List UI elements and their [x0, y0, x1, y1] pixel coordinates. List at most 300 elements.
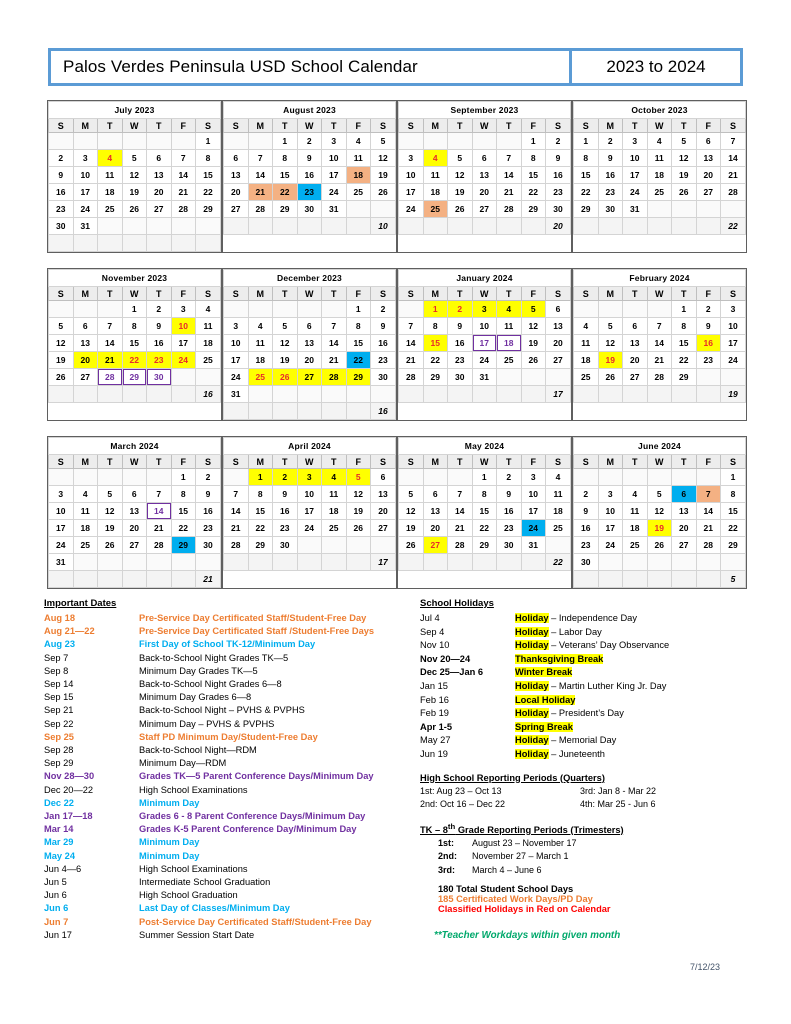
day-cell-9: 9: [574, 503, 599, 520]
footer-spacer-cell: [346, 403, 371, 420]
month-title: February 2024: [574, 270, 746, 287]
month-title: June 2024: [574, 438, 746, 455]
tk8-trimester-label: 1st:: [438, 837, 455, 848]
day-cell-14: 14: [171, 167, 196, 184]
day-cell-13: 13: [546, 318, 571, 335]
school-holidays-heading: School Holidays: [420, 598, 494, 609]
empty-day-cell: [122, 133, 147, 150]
dow-header-2: T: [98, 455, 123, 469]
day-cell-15: 15: [346, 335, 371, 352]
dow-header-1: M: [598, 287, 623, 301]
important-date-description: Intermediate School Graduation: [139, 877, 271, 888]
day-cell-3: 3: [322, 133, 347, 150]
day-cell-20: 20: [623, 352, 648, 369]
day-cell-28: 28: [98, 369, 123, 386]
calendar-grid: [47, 100, 747, 604]
day-cell-4: 4: [98, 150, 123, 167]
important-date-row: [44, 916, 419, 929]
day-cell-11: 11: [196, 318, 221, 335]
day-cell-30: 30: [448, 369, 473, 386]
day-cell-20: 20: [297, 352, 322, 369]
important-date-label: Dec 20—22: [44, 784, 94, 795]
day-cell-16: 16: [196, 503, 221, 520]
day-cell-1: 1: [521, 133, 546, 150]
footer-spacer-cell: [399, 386, 424, 403]
empty-day-cell: [122, 218, 147, 235]
day-cell-21: 21: [171, 184, 196, 201]
empty-day-cell: [497, 369, 522, 386]
empty-day-cell: [623, 469, 648, 486]
day-cell-11: 11: [248, 335, 273, 352]
empty-day-cell: [546, 369, 571, 386]
day-cell-7: 7: [399, 318, 424, 335]
tk8-trimester-label: 3rd:: [438, 864, 456, 875]
day-cell-20: 20: [122, 520, 147, 537]
holiday-date-label: Dec 25—Jan 6: [420, 667, 484, 678]
day-cell-6: 6: [297, 318, 322, 335]
important-date-label: Jun 7: [44, 916, 69, 927]
footer-spacer-cell: [49, 235, 74, 252]
footer-spacer-cell: [273, 554, 298, 571]
month-workday-count: 22: [546, 554, 571, 571]
day-cell-31: 31: [73, 218, 98, 235]
empty-day-cell: [721, 554, 746, 571]
day-cell-6: 6: [371, 469, 396, 486]
day-cell-21: 21: [98, 352, 123, 369]
important-date-label: Jun 5: [44, 877, 67, 888]
day-cell-11: 11: [574, 335, 599, 352]
empty-day-cell: [497, 133, 522, 150]
empty-day-cell: [598, 301, 623, 318]
day-cell-17: 17: [623, 167, 648, 184]
day-cell-30: 30: [574, 554, 599, 571]
day-cell-4: 4: [73, 486, 98, 503]
day-cell-25: 25: [423, 201, 448, 218]
day-cell-7: 7: [147, 486, 172, 503]
footer-spacer-cell: [322, 218, 347, 235]
month-may-2024: [397, 436, 572, 589]
day-cell-4: 4: [423, 150, 448, 167]
day-cell-9: 9: [297, 150, 322, 167]
day-cell-11: 11: [98, 167, 123, 184]
day-cell-2: 2: [546, 133, 571, 150]
dow-header-5: F: [171, 119, 196, 133]
footer-spacer-cell: [497, 554, 522, 571]
empty-day-cell: [696, 369, 721, 386]
dow-header-5: F: [346, 287, 371, 301]
dow-header-5: F: [346, 455, 371, 469]
empty-day-cell: [322, 386, 347, 403]
day-cell-14: 14: [448, 503, 473, 520]
dow-header-0: S: [224, 287, 249, 301]
day-cell-13: 13: [297, 335, 322, 352]
hs-reporting-row: [420, 798, 765, 811]
dow-header-5: F: [521, 119, 546, 133]
important-date-row: [44, 889, 419, 902]
footer-spacer-cell: [623, 571, 648, 588]
tk8-trimester-row: [420, 864, 765, 878]
day-cell-13: 13: [696, 150, 721, 167]
day-cell-26: 26: [122, 201, 147, 218]
dow-header-3: W: [297, 287, 322, 301]
day-cell-17: 17: [171, 335, 196, 352]
month-march-2024: [47, 436, 222, 589]
footer-spacer-cell: [598, 571, 623, 588]
day-cell-14: 14: [98, 335, 123, 352]
dow-header-1: M: [73, 455, 98, 469]
day-cell-18: 18: [346, 167, 371, 184]
school-holiday-row: [420, 680, 765, 694]
day-cell-6: 6: [672, 486, 697, 503]
important-date-label: Sep 8: [44, 665, 69, 676]
dow-header-6: S: [196, 119, 221, 133]
day-cell-13: 13: [623, 335, 648, 352]
day-cell-16: 16: [574, 520, 599, 537]
month-title: August 2023: [224, 102, 396, 119]
day-cell-14: 14: [248, 167, 273, 184]
footer-spacer-cell: [297, 554, 322, 571]
holiday-date-label: May 27: [420, 735, 451, 746]
day-cell-5: 5: [598, 318, 623, 335]
tk8-trimester-range: March 4 – June 6: [472, 864, 542, 875]
day-cell-1: 1: [472, 469, 497, 486]
empty-day-cell: [147, 218, 172, 235]
month-row-1: [47, 100, 747, 253]
day-cell-24: 24: [521, 520, 546, 537]
day-cell-15: 15: [122, 335, 147, 352]
day-cell-24: 24: [623, 184, 648, 201]
day-cell-24: 24: [73, 201, 98, 218]
day-cell-23: 23: [49, 201, 74, 218]
dow-header-1: M: [423, 119, 448, 133]
important-date-label: Sep 21: [44, 705, 74, 716]
dow-header-5: F: [696, 287, 721, 301]
day-cell-27: 27: [371, 520, 396, 537]
important-date-row: [44, 625, 419, 638]
day-cell-1: 1: [196, 133, 221, 150]
day-cell-25: 25: [196, 352, 221, 369]
page-title: Palos Verdes Peninsula USD School Calendar: [51, 51, 569, 83]
empty-day-cell: [721, 369, 746, 386]
day-cell-11: 11: [73, 503, 98, 520]
day-cell-12: 12: [598, 335, 623, 352]
day-cell-8: 8: [721, 486, 746, 503]
day-cell-5: 5: [49, 318, 74, 335]
empty-day-cell: [49, 133, 74, 150]
day-cell-27: 27: [472, 201, 497, 218]
day-cell-13: 13: [224, 167, 249, 184]
dow-header-6: S: [371, 287, 396, 301]
day-cell-6: 6: [423, 486, 448, 503]
day-cell-20: 20: [371, 503, 396, 520]
important-date-description: Back-to-School Night—RDM: [139, 745, 257, 756]
tk8-trimester-range: August 23 – November 17: [472, 837, 577, 848]
important-date-description: High School Graduation: [139, 890, 238, 901]
empty-day-cell: [696, 554, 721, 571]
day-cell-7: 7: [322, 318, 347, 335]
empty-day-cell: [171, 369, 196, 386]
important-date-description: Summer Session Start Date: [139, 929, 255, 940]
day-cell-6: 6: [147, 150, 172, 167]
day-cell-11: 11: [647, 150, 672, 167]
day-cell-2: 2: [696, 301, 721, 318]
footer-spacer-cell: [472, 386, 497, 403]
empty-day-cell: [171, 218, 196, 235]
day-cell-16: 16: [546, 167, 571, 184]
day-cell-19: 19: [598, 352, 623, 369]
empty-day-cell: [672, 554, 697, 571]
dow-header-3: W: [122, 455, 147, 469]
important-date-description: Pre-Service Day Certificated Staff /Student-Free Days: [139, 626, 375, 637]
empty-day-cell: [297, 537, 322, 554]
day-cell-23: 23: [448, 352, 473, 369]
holiday-description: [515, 707, 765, 721]
footer-spacer-cell: [672, 386, 697, 403]
day-cell-3: 3: [721, 301, 746, 318]
day-cell-19: 19: [49, 352, 74, 369]
day-cell-31: 31: [49, 554, 74, 571]
day-cell-10: 10: [598, 503, 623, 520]
day-cell-15: 15: [672, 335, 697, 352]
empty-day-cell: [672, 469, 697, 486]
empty-day-cell: [273, 386, 298, 403]
footer-spacer-cell: [122, 571, 147, 588]
day-cell-5: 5: [672, 133, 697, 150]
footer-spacer-cell: [423, 218, 448, 235]
holiday-date-label: Jun 19: [420, 748, 448, 759]
day-cell-9: 9: [497, 486, 522, 503]
day-cell-1: 1: [171, 469, 196, 486]
day-cell-11: 11: [322, 486, 347, 503]
footer-spacer-cell: [346, 554, 371, 571]
empty-day-cell: [371, 386, 396, 403]
dow-header-2: T: [273, 287, 298, 301]
important-date-row: [44, 665, 419, 678]
day-cell-8: 8: [171, 486, 196, 503]
footer-spacer-cell: [248, 218, 273, 235]
holiday-highlight: Spring Break: [515, 721, 573, 732]
important-date-description: Pre-Service Day Certificated Staff/Student-Free Day: [139, 613, 367, 623]
day-cell-5: 5: [647, 486, 672, 503]
day-cell-30: 30: [598, 201, 623, 218]
dow-header-2: T: [623, 287, 648, 301]
footer-spacer-cell: [98, 386, 123, 403]
dow-header-3: W: [647, 119, 672, 133]
holiday-name: – Memorial Day: [548, 735, 617, 746]
day-cell-19: 19: [346, 503, 371, 520]
month-workday-count: 21: [196, 571, 221, 588]
day-cell-18: 18: [322, 503, 347, 520]
day-cell-22: 22: [346, 352, 371, 369]
day-cell-26: 26: [346, 520, 371, 537]
day-cell-14: 14: [224, 503, 249, 520]
day-cell-26: 26: [448, 201, 473, 218]
footer-spacer-cell: [73, 386, 98, 403]
day-cell-10: 10: [297, 486, 322, 503]
important-date-description: Minimum Day: [139, 797, 200, 808]
day-cell-24: 24: [171, 352, 196, 369]
important-date-description: Back-to-School Night – PVHS & PVPHS: [139, 705, 305, 716]
dow-header-3: W: [472, 455, 497, 469]
day-cell-7: 7: [721, 133, 746, 150]
day-cell-2: 2: [371, 301, 396, 318]
holiday-description: [515, 653, 765, 667]
dow-header-1: M: [248, 119, 273, 133]
dow-header-0: S: [49, 287, 74, 301]
day-cell-29: 29: [521, 201, 546, 218]
day-cell-3: 3: [399, 150, 424, 167]
day-cell-15: 15: [574, 167, 599, 184]
day-cell-1: 1: [423, 301, 448, 318]
important-date-description: Minimum Day—RDM: [139, 758, 227, 769]
day-cell-30: 30: [147, 369, 172, 386]
empty-day-cell: [598, 469, 623, 486]
day-cell-2: 2: [497, 469, 522, 486]
total-student-days: 180 Total Student School Days: [438, 884, 574, 895]
day-cell-28: 28: [497, 201, 522, 218]
month-workday-count: 16: [371, 403, 396, 420]
important-date-label: Jun 6: [44, 890, 67, 901]
dow-header-4: T: [497, 287, 522, 301]
important-date-row: [44, 678, 419, 691]
footer-spacer-cell: [521, 554, 546, 571]
day-cell-23: 23: [574, 537, 599, 554]
footer-spacer-cell: [98, 571, 123, 588]
day-cell-1: 1: [721, 469, 746, 486]
empty-day-cell: [98, 218, 123, 235]
day-cell-10: 10: [171, 318, 196, 335]
empty-day-cell: [546, 537, 571, 554]
day-cell-22: 22: [196, 184, 221, 201]
school-holiday-row: [420, 653, 765, 667]
day-cell-24: 24: [297, 520, 322, 537]
month-december-2023: [222, 268, 397, 421]
day-cell-13: 13: [371, 486, 396, 503]
dow-header-0: S: [399, 119, 424, 133]
day-cell-2: 2: [598, 133, 623, 150]
day-cell-21: 21: [322, 352, 347, 369]
day-cell-22: 22: [122, 352, 147, 369]
school-year-label: 2023 to 2024: [572, 51, 740, 83]
day-cell-2: 2: [574, 486, 599, 503]
tk8-trimester-row: [420, 850, 765, 864]
empty-day-cell: [171, 554, 196, 571]
day-cell-23: 23: [497, 520, 522, 537]
dow-header-6: S: [546, 119, 571, 133]
empty-day-cell: [399, 469, 424, 486]
day-cell-5: 5: [521, 301, 546, 318]
hs-reporting-row: [420, 785, 765, 798]
day-cell-7: 7: [98, 318, 123, 335]
day-cell-22: 22: [521, 184, 546, 201]
day-cell-9: 9: [49, 167, 74, 184]
day-cell-21: 21: [224, 520, 249, 537]
important-dates-heading: Important Dates: [44, 598, 117, 609]
day-cell-17: 17: [322, 167, 347, 184]
day-cell-7: 7: [171, 150, 196, 167]
day-cell-30: 30: [297, 201, 322, 218]
day-cell-26: 26: [371, 184, 396, 201]
empty-day-cell: [574, 301, 599, 318]
day-cell-9: 9: [696, 318, 721, 335]
month-april-2024: [222, 436, 397, 589]
day-cell-12: 12: [98, 503, 123, 520]
day-cell-4: 4: [196, 301, 221, 318]
day-cell-3: 3: [224, 318, 249, 335]
day-cell-27: 27: [423, 537, 448, 554]
day-cell-18: 18: [647, 167, 672, 184]
holiday-highlight: Thanksgiving Break: [515, 653, 604, 664]
day-cell-6: 6: [472, 150, 497, 167]
day-cell-26: 26: [521, 352, 546, 369]
footer-spacer-cell: [574, 218, 599, 235]
important-date-row: [44, 731, 419, 744]
important-date-row: [44, 876, 419, 889]
day-cell-12: 12: [521, 318, 546, 335]
important-date-row: [44, 836, 419, 849]
day-cell-4: 4: [248, 318, 273, 335]
important-date-description: Grades 6 - 8 Parent Conference Days/Minimum Day: [139, 811, 366, 822]
day-cell-10: 10: [224, 335, 249, 352]
holiday-highlight: Winter Break: [515, 667, 573, 678]
month-title: May 2024: [399, 438, 571, 455]
dow-header-0: S: [574, 119, 599, 133]
day-cell-10: 10: [472, 318, 497, 335]
day-cell-12: 12: [448, 167, 473, 184]
day-cell-19: 19: [122, 184, 147, 201]
day-cell-28: 28: [448, 537, 473, 554]
dow-header-6: S: [196, 287, 221, 301]
day-cell-25: 25: [623, 537, 648, 554]
school-holiday-row: [420, 734, 765, 748]
day-cell-28: 28: [248, 201, 273, 218]
footer-spacer-cell: [672, 571, 697, 588]
empty-day-cell: [423, 133, 448, 150]
day-cell-11: 11: [623, 503, 648, 520]
month-workday-count: 20: [546, 218, 571, 235]
day-cell-21: 21: [647, 352, 672, 369]
empty-day-cell: [574, 469, 599, 486]
holiday-highlight: Holiday: [515, 680, 549, 691]
dow-header-1: M: [598, 455, 623, 469]
day-cell-12: 12: [122, 167, 147, 184]
important-date-row: [44, 691, 419, 704]
footer-spacer-cell: [322, 403, 347, 420]
day-cell-29: 29: [721, 537, 746, 554]
calendar-title-bar: [48, 48, 743, 86]
day-cell-5: 5: [399, 486, 424, 503]
day-cell-19: 19: [672, 167, 697, 184]
important-date-label: Sep 29: [44, 758, 74, 769]
footer-spacer-cell: [171, 571, 196, 588]
dow-header-2: T: [448, 119, 473, 133]
day-cell-16: 16: [448, 335, 473, 352]
hs-reporting-heading: High School Reporting Periods (Quarters): [420, 772, 605, 783]
empty-day-cell: [647, 301, 672, 318]
day-cell-27: 27: [546, 352, 571, 369]
important-date-description: Grades K-5 Parent Conference Day/Minimum Day: [139, 824, 357, 835]
day-cell-15: 15: [721, 503, 746, 520]
classified-holidays-note: Classified Holidays in Red on Calendar: [438, 904, 611, 915]
footer-spacer-cell: [521, 386, 546, 403]
footer-spacer-cell: [297, 403, 322, 420]
important-dates-list: [44, 612, 419, 942]
print-date-stamp: 7/12/23: [690, 962, 721, 972]
day-cell-20: 20: [224, 184, 249, 201]
day-cell-15: 15: [171, 503, 196, 520]
day-cell-17: 17: [598, 520, 623, 537]
empty-day-cell: [623, 554, 648, 571]
